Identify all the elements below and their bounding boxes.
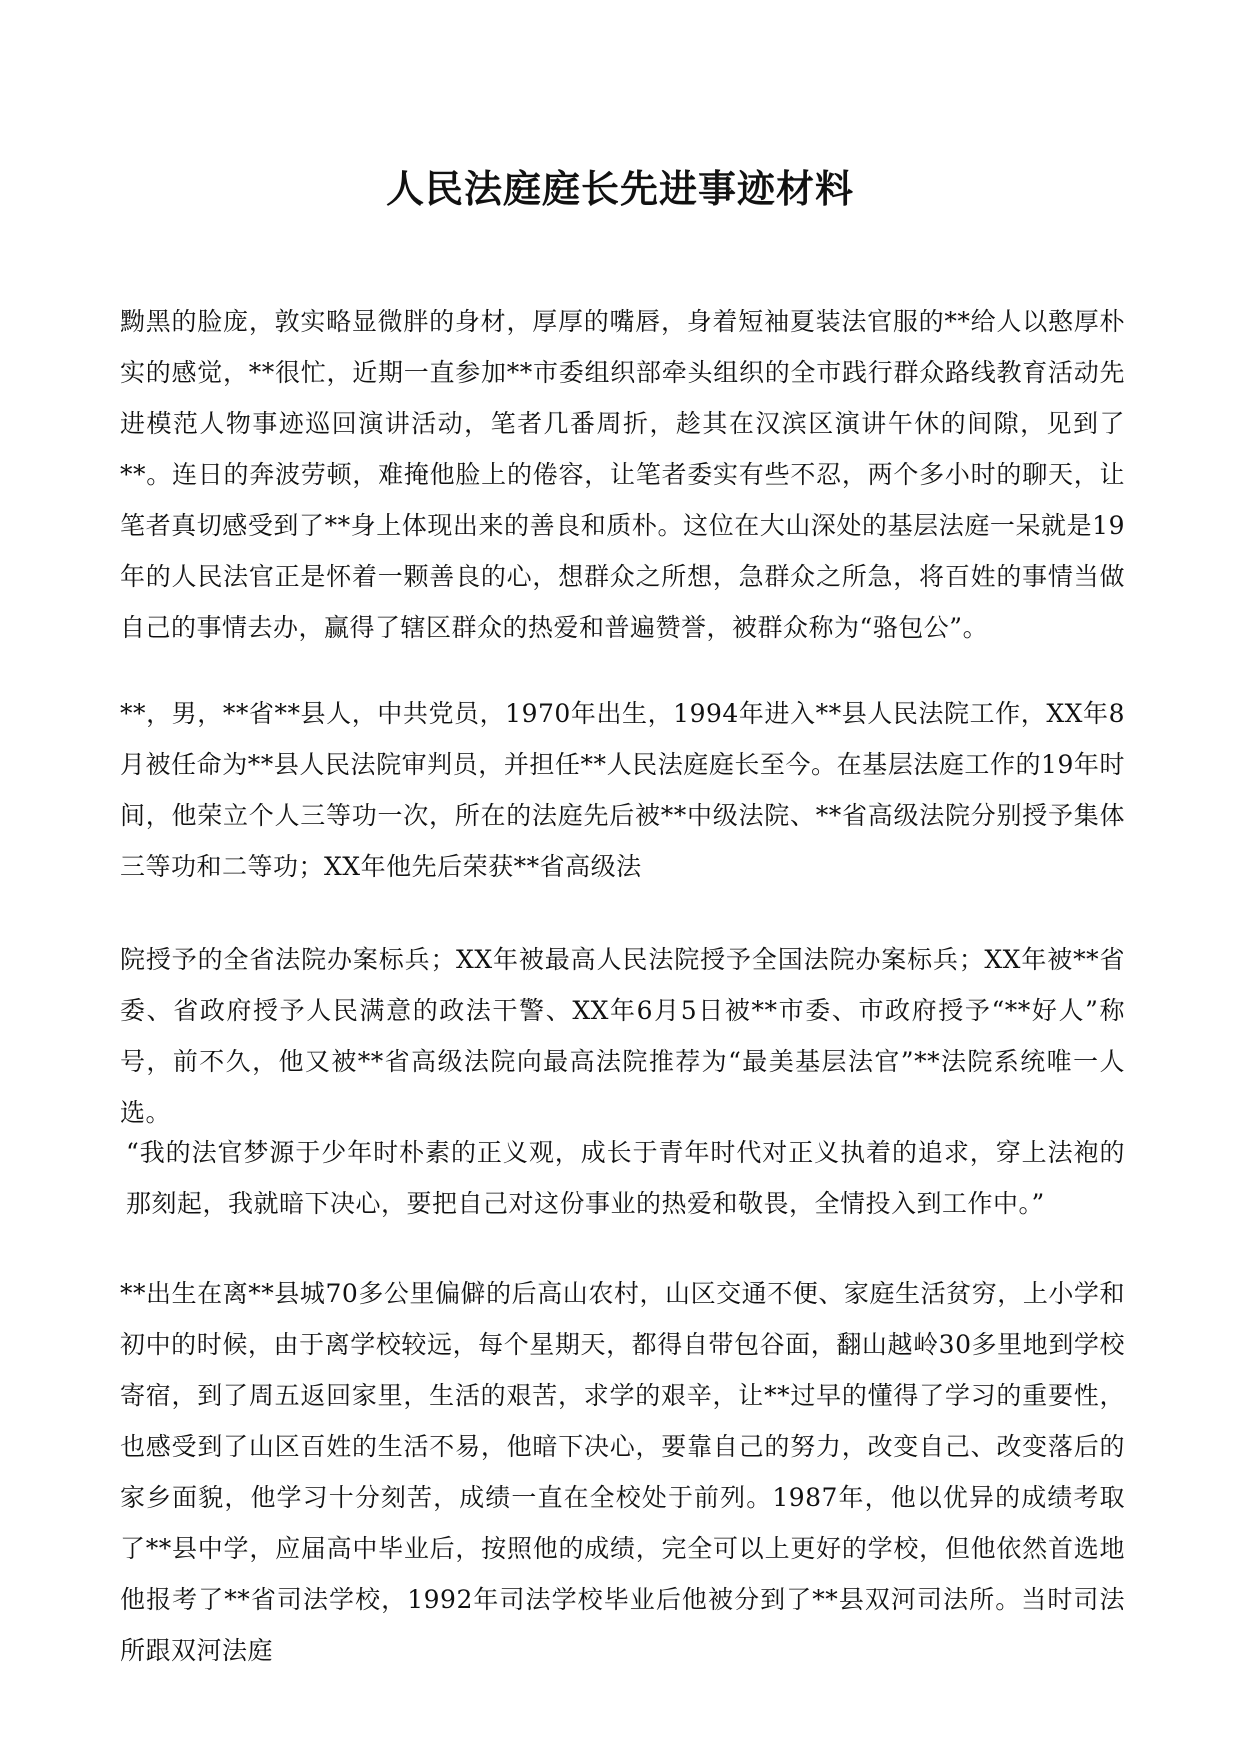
- paragraph-background: **出生在离**县城70多公里偏僻的后高山农村，山区交通不便、家庭生活贫穷，上小学和初中的时候，由于离学校较远，每个星期天，都得自带包谷面，翻山越岭30多里地到学校寄宿，到了周五返回家里，生活的艰苦，求学的艰辛，让**过早的懂得了学习的重要性，也感受到了山区百姓的生活不易，他暗下决心，要靠自己的努力，改变自己、改变落后的家乡面貌，他学习十分刻苦，成绩一直在全校处于前列。1987年，他以优异的成绩考取了**县中学，应届高中毕业后，按照他的成绩，完全可以上更好的学校，但他依然首选地他报考了**省司法学校，1992年司法学校毕业后他被分到了**县双河司法所。当时司法所跟双河法庭: [120, 1279, 1125, 1665]
- paragraph-quote: “我的法官梦源于少年时朴素的正义观，成长于青年时代对正义执着的追求，穿上法袍的那刻起，我就暗下决心，要把自己对这份事业的热爱和敬畏，全情投入到工作中。”: [126, 1138, 1125, 1218]
- document-title: 人民法庭庭长先进事迹材料: [385, 166, 854, 211]
- paragraph-honors: 院授予的全省法院办案标兵；XX年被最高人民法院授予全国法院办案标兵；XX年被**省委、省政府授予人民满意的政法干警、XX年6月5日被**市委、市政府授予“**好人”称号，前不久，他又被**省高级法院向最高法院推荐为“最美基层法官”**法院系统唯一人选。: [120, 945, 1125, 1127]
- paragraph-intro: 黝黑的脸庞，敦实略显微胖的身材，厚厚的嘴唇，身着短袖夏装法官服的**给人以憨厚朴实的感觉，**很忙，近期一直参加**市委组织部牵头组织的全市践行群众路线教育活动先进模范人物事迹巡回演讲活动，笔者几番周折，趁其在汉滨区演讲午休的间隙，见到了**。连日的奔波劳顿，难掩他脸上的倦容，让笔者委实有些不忍，两个多小时的聊天，让笔者真切感受到了**身上体现出来的善良和质朴。这位在大山深处的基层法庭一呆就是19年的人民法官正是怀着一颗善良的心，想群众之所想，急群众之所急，将百姓的事情当做自己的事情去办，赢得了辖区群众的热爱和普遍赞誉，被群众称为“骆包公”。: [120, 307, 1125, 642]
- paragraph-biography: **，男，**省**县人，中共党员，1970年出生，1994年进入**县人民法院工作，XX年8月被任命为**县人民法院审判员，并担任**人民法庭庭长至今。在基层法庭工作的19年时间，他荣立个人三等功一次，所在的法庭先后被**中级法院、**省高级法院分别授予集体三等功和二等功；XX年他先后荣获**省高级法: [120, 699, 1125, 881]
